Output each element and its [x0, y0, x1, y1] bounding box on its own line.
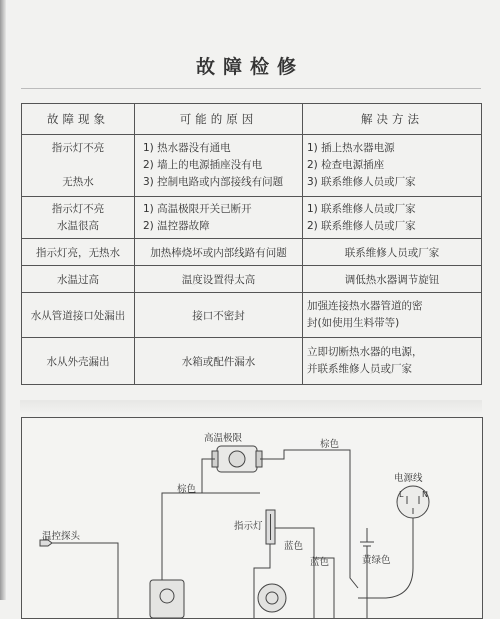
- wiring-diagram: [21, 417, 483, 619]
- label-terminal-l: L: [399, 490, 404, 499]
- ground-symbol: [360, 528, 374, 546]
- solution-cell: 联系维修人员或厂家: [303, 239, 482, 266]
- symptom-cell: 指示灯不亮 无热水: [22, 135, 135, 197]
- table-row: [22, 293, 482, 338]
- thermostat: [150, 580, 184, 618]
- cause-cell: 接口不密封: [135, 293, 303, 338]
- label-terminal-n: N: [422, 490, 428, 499]
- table-row: [22, 338, 482, 385]
- table-row: [22, 135, 482, 197]
- cause-cell: 温度设置得太高: [135, 266, 303, 293]
- label-power-cord: 电源线: [394, 473, 423, 484]
- label-indicator-light: 指示灯: [234, 521, 263, 532]
- table-row: [22, 266, 482, 293]
- heating-element: [258, 584, 286, 612]
- solution-cell: 1) 联系维修人员或厂家 2) 联系维修人员或厂家: [303, 197, 482, 239]
- title-divider: [21, 88, 481, 89]
- label-yellow-green: 黄绿色: [362, 555, 391, 566]
- symptom-cell: 指示灯亮，无热水: [22, 239, 135, 266]
- temperature-probe: [40, 540, 118, 618]
- symptom-cell: 水从管道接口处漏出: [22, 293, 135, 338]
- header-symptom: 故障现象: [22, 104, 135, 135]
- symptom-cell: 指示灯不亮 水温很高: [22, 197, 135, 239]
- symptom-cell: 水温过高: [22, 266, 135, 293]
- page-title: 故障检修: [195, 56, 304, 78]
- table-row: [22, 239, 482, 266]
- solution-cell: 立即切断热水器的电源， 并联系维修人员或厂家: [303, 338, 482, 385]
- indicator-light: [266, 510, 275, 544]
- label-blue-1: 蓝色: [284, 541, 304, 552]
- cause-cell: 水箱或配件漏水: [135, 338, 303, 385]
- solution-cell: 1) 插上热水器电源 2) 检查电源插座 3) 联系维修人员或厂家: [303, 135, 482, 197]
- troubleshooting-table: [21, 103, 482, 385]
- cause-cell: 加热棒烧坏或内部线路有问题: [135, 239, 303, 266]
- label-blue-2: 蓝色: [310, 557, 330, 568]
- table-header-row: [22, 104, 482, 135]
- solution-cell: 加强连接热水器管道的密 封(如使用生料带等): [303, 293, 482, 338]
- label-high-temp-limit: 高温极限: [204, 433, 243, 444]
- label-temp-probe: 温控探头: [42, 531, 81, 542]
- cause-cell: 1) 热水器没有通电 2) 墙上的电源插座没有电 3) 控制电路或内部接线有问题: [135, 135, 303, 197]
- high-temp-limit-switch: [212, 446, 262, 472]
- table-row: [22, 197, 482, 239]
- symptom-cell: 水从外壳漏出: [22, 338, 135, 385]
- label-brown-left: 棕色: [177, 484, 197, 495]
- scan-shadow: [20, 400, 482, 414]
- header-solution: 解决方法: [303, 104, 482, 135]
- scan-edge: [0, 0, 6, 600]
- cause-cell: 1) 高温极限开关已断开 2) 温控器故障: [135, 197, 303, 239]
- solution-cell: 调低热水器调节旋钮: [303, 266, 482, 293]
- label-brown-top: 棕色: [320, 439, 340, 450]
- header-cause: 可能的原因: [135, 104, 303, 135]
- wire-brown-down: [162, 493, 202, 583]
